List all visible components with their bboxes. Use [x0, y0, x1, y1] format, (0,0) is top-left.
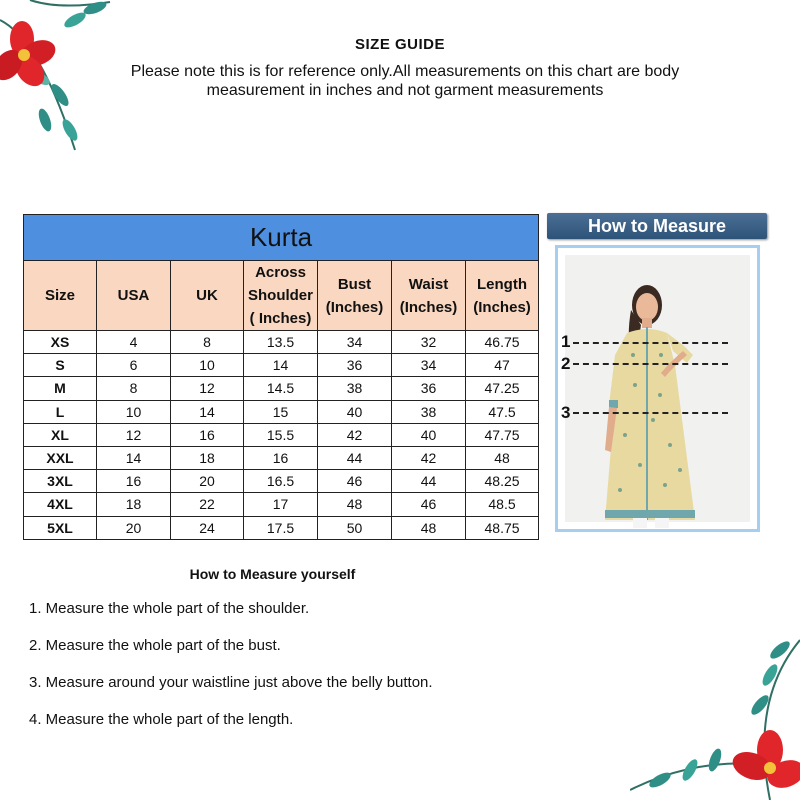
- column-header: UK: [171, 261, 244, 331]
- table-cell: 15.5: [244, 423, 318, 446]
- table-row: [24, 516, 539, 539]
- table-cell: 48.5: [466, 493, 539, 516]
- floral-decoration-bottom-right: [630, 620, 800, 800]
- list-item: 2. Measure the whole part of the bust.: [29, 637, 281, 654]
- table-cell: 18: [97, 493, 171, 516]
- table-cell: 40: [392, 423, 466, 446]
- table-row: [24, 423, 539, 446]
- table-cell: 44: [318, 446, 392, 469]
- table-cell: 47.25: [466, 377, 539, 400]
- measure-marker-waist: 3: [561, 403, 571, 422]
- table-cell: 47: [466, 354, 539, 377]
- table-cell: 14: [97, 446, 171, 469]
- column-header: Length (Inches): [466, 261, 539, 331]
- reference-note: Please note this is for reference only.All measurements on this chart are body measurement in inches and not garment measurements: [130, 63, 680, 99]
- table-cell: 47.5: [466, 400, 539, 423]
- table-row: [24, 470, 539, 493]
- column-header: Waist (Inches): [392, 261, 466, 331]
- table-cell: 17: [244, 493, 318, 516]
- table-cell: 17.5: [244, 516, 318, 539]
- table-cell: 22: [171, 493, 244, 516]
- table-cell: 12: [171, 377, 244, 400]
- measure-marker-bust: 2: [561, 354, 571, 373]
- table-cell: 38: [392, 400, 466, 423]
- table-cell: 14: [171, 400, 244, 423]
- table-cell: 36: [318, 354, 392, 377]
- table-cell: 32: [392, 331, 466, 354]
- table-cell: 14.5: [244, 377, 318, 400]
- table-cell: 42: [392, 446, 466, 469]
- table-cell: 4XL: [24, 493, 97, 516]
- table-row: [24, 446, 539, 469]
- table-cell: 50: [318, 516, 392, 539]
- measure-marker-shoulder: 1: [561, 332, 571, 351]
- table-cell: 42: [318, 423, 392, 446]
- table-cell: 46: [392, 493, 466, 516]
- table-cell: 38: [318, 377, 392, 400]
- table-cell: 44: [392, 470, 466, 493]
- table-cell: 3XL: [24, 470, 97, 493]
- table-cell: 15: [244, 400, 318, 423]
- instructions-title: How to Measure yourself: [189, 566, 356, 582]
- column-header: USA: [97, 261, 171, 331]
- table-caption: Kurta: [24, 215, 539, 261]
- table-row: [24, 354, 539, 377]
- table-cell: L: [24, 400, 97, 423]
- table-cell: 13.5: [244, 331, 318, 354]
- table-cell: 20: [97, 516, 171, 539]
- page-title: SIZE GUIDE: [354, 36, 445, 53]
- table-cell: 8: [97, 377, 171, 400]
- table-cell: 12: [97, 423, 171, 446]
- table-cell: 34: [392, 354, 466, 377]
- table-cell: 14: [244, 354, 318, 377]
- table-cell: 8: [171, 331, 244, 354]
- table-cell: 46: [318, 470, 392, 493]
- table-row: [24, 493, 539, 516]
- instructions-list: [29, 600, 433, 748]
- table-cell: 4: [97, 331, 171, 354]
- model-illustration: [565, 255, 756, 528]
- table-cell: 10: [171, 354, 244, 377]
- table-cell: S: [24, 354, 97, 377]
- table-cell: 48: [392, 516, 466, 539]
- table-cell: 6: [97, 354, 171, 377]
- table-cell: 48.75: [466, 516, 539, 539]
- table-cell: 20: [171, 470, 244, 493]
- model-photo: [565, 255, 750, 522]
- table-cell: 16: [171, 423, 244, 446]
- table-cell: XXL: [24, 446, 97, 469]
- shoulder-dashed-line: [573, 342, 728, 344]
- list-item: 4. Measure the whole part of the length.: [29, 711, 294, 728]
- table-cell: 16: [244, 446, 318, 469]
- table-cell: 24: [171, 516, 244, 539]
- table-cell: 48: [466, 446, 539, 469]
- table-cell: 16: [97, 470, 171, 493]
- table-cell: 5XL: [24, 516, 97, 539]
- table-cell: XS: [24, 331, 97, 354]
- column-header: Bust (Inches): [318, 261, 392, 331]
- table-row: [24, 331, 539, 354]
- table-cell: XL: [24, 423, 97, 446]
- column-header: Size: [24, 261, 97, 331]
- table-cell: 47.75: [466, 423, 539, 446]
- table-cell: 40: [318, 400, 392, 423]
- table-cell: 48.25: [466, 470, 539, 493]
- table-cell: 10: [97, 400, 171, 423]
- table-cell: 48: [318, 493, 392, 516]
- table-cell: 36: [392, 377, 466, 400]
- waist-dashed-line: [573, 412, 728, 414]
- table-cell: M: [24, 377, 97, 400]
- table-cell: 34: [318, 331, 392, 354]
- table-cell: 16.5: [244, 470, 318, 493]
- size-chart-table: [23, 214, 539, 540]
- table-row: [24, 400, 539, 423]
- list-item: 1. Measure the whole part of the shoulder.: [29, 600, 310, 617]
- model-photo-frame: [555, 245, 760, 532]
- how-to-measure-banner: How to Measure: [547, 213, 767, 239]
- list-item: 3. Measure around your waistline just above the belly button.: [29, 674, 433, 691]
- table-cell: 18: [171, 446, 244, 469]
- table-cell: 46.75: [466, 331, 539, 354]
- column-header: Across Shoulder ( Inches): [244, 261, 318, 331]
- bust-dashed-line: [573, 363, 728, 365]
- table-row: [24, 377, 539, 400]
